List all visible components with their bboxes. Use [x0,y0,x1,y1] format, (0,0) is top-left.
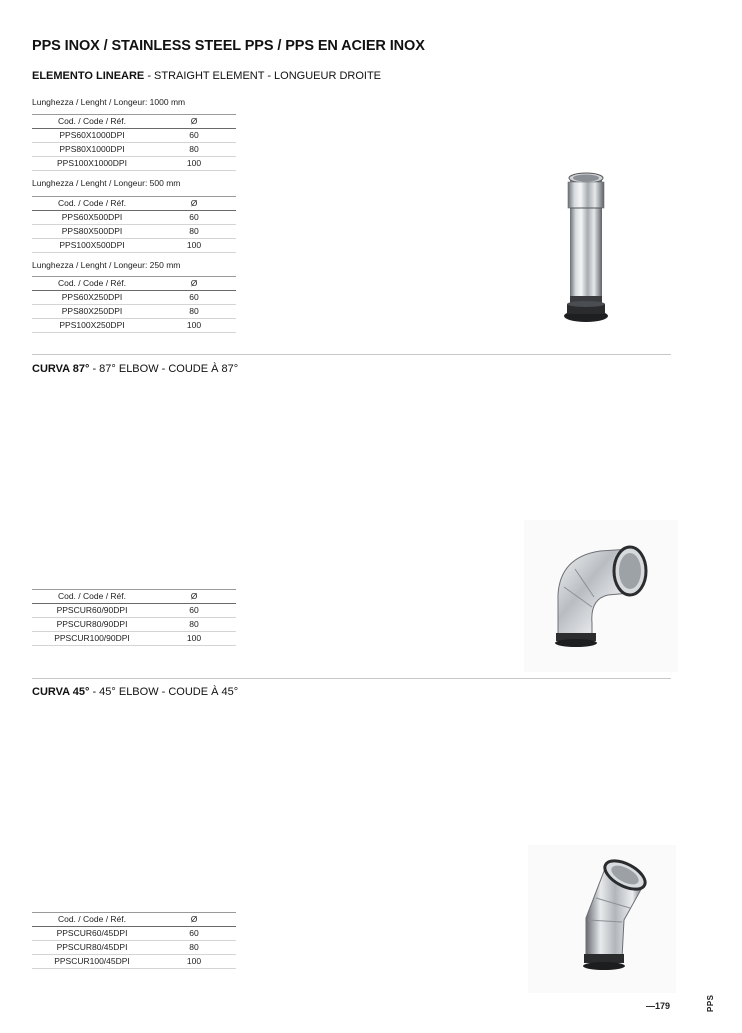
section-title-bold: CURVA 45° [32,686,90,698]
straight-pipe-image [548,168,628,328]
cell-diameter: 60 [152,129,236,143]
section-title-bold: ELEMENTO LINEARE [32,70,145,82]
section-divider [32,678,671,679]
cell-code: PPS80X250DPI [32,305,152,319]
table-header-row [32,590,236,604]
table-row [32,632,236,646]
section-title-rest: - 87° ELBOW - COUDE À 87° [89,363,239,375]
col-header-diameter: Ø [152,913,236,927]
cell-code: PPS80X1000DPI [32,143,152,157]
section-title-straight [32,70,381,82]
table-row [32,927,236,941]
cell-diameter: 100 [152,632,236,646]
cell-code: PPS80X500DPI [32,225,152,239]
cell-code: PPS100X250DPI [32,319,152,333]
table-row [32,129,236,143]
table-row [32,319,236,333]
page-title: PPS INOX / STAINLESS STEEL PPS / PPS EN ACIER INOX [32,38,425,54]
cell-code: PPSCUR100/90DPI [32,632,152,646]
cell-diameter: 80 [152,941,236,955]
col-header-diameter: Ø [152,277,236,291]
cell-diameter: 80 [152,618,236,632]
section-title-elbow45 [32,686,238,698]
cell-code: PPSCUR80/90DPI [32,618,152,632]
col-header-code: Cod. / Code / Réf. [32,115,152,129]
elbow45-image [560,858,660,978]
table-straight-500 [32,196,236,253]
length-caption-500: Lunghezza / Lenght / Longeur: 500 mm [32,178,181,188]
length-caption-250: Lunghezza / Lenght / Longeur: 250 mm [32,260,181,270]
cell-code: PPSCUR60/90DPI [32,604,152,618]
cell-code: PPSCUR80/45DPI [32,941,152,955]
col-header-diameter: Ø [152,197,236,211]
cell-diameter: 60 [152,604,236,618]
table-row [32,225,236,239]
table-straight-250 [32,276,236,333]
cell-code: PPS60X500DPI [32,211,152,225]
table-header-row [32,115,236,129]
cell-diameter: 100 [152,239,236,253]
cell-code: PPSCUR100/45DPI [32,955,152,969]
cell-diameter: 100 [152,157,236,171]
table-row [32,211,236,225]
table-elbow45 [32,912,236,969]
table-header-row [32,913,236,927]
table-header-row [32,277,236,291]
col-header-code: Cod. / Code / Réf. [32,590,152,604]
table-straight-1000 [32,114,236,171]
table-row [32,239,236,253]
table-row [32,618,236,632]
cell-code: PPS60X250DPI [32,291,152,305]
length-caption-1000: Lunghezza / Lenght / Longeur: 1000 mm [32,97,186,107]
table-elbow87 [32,589,236,646]
cell-diameter: 80 [152,225,236,239]
cell-diameter: 60 [152,291,236,305]
elbow87-image [530,535,670,655]
section-title-rest: - 45° ELBOW - COUDE À 45° [89,686,239,698]
cell-diameter: 60 [152,211,236,225]
table-row [32,604,236,618]
cell-code: PPS100X1000DPI [32,157,152,171]
col-header-diameter: Ø [152,115,236,129]
section-title-elbow87 [32,363,238,375]
col-header-diameter: Ø [152,590,236,604]
section-divider [32,354,671,355]
cell-code: PPS100X500DPI [32,239,152,253]
cell-diameter: 100 [152,955,236,969]
side-tab-label: PPS [706,994,715,1012]
table-row [32,291,236,305]
page-number: —179 [646,1001,671,1011]
table-row [32,305,236,319]
col-header-code: Cod. / Code / Réf. [32,913,152,927]
cell-diameter: 60 [152,927,236,941]
table-row [32,941,236,955]
table-row [32,143,236,157]
table-row [32,157,236,171]
cell-diameter: 80 [152,143,236,157]
cell-code: PPS60X1000DPI [32,129,152,143]
table-row [32,955,236,969]
cell-code: PPSCUR60/45DPI [32,927,152,941]
section-title-rest: - STRAIGHT ELEMENT - LONGUEUR DROITE [144,70,381,82]
table-header-row [32,197,236,211]
col-header-code: Cod. / Code / Réf. [32,197,152,211]
cell-diameter: 100 [152,319,236,333]
col-header-code: Cod. / Code / Réf. [32,277,152,291]
section-title-bold: CURVA 87° [32,363,90,375]
cell-diameter: 80 [152,305,236,319]
